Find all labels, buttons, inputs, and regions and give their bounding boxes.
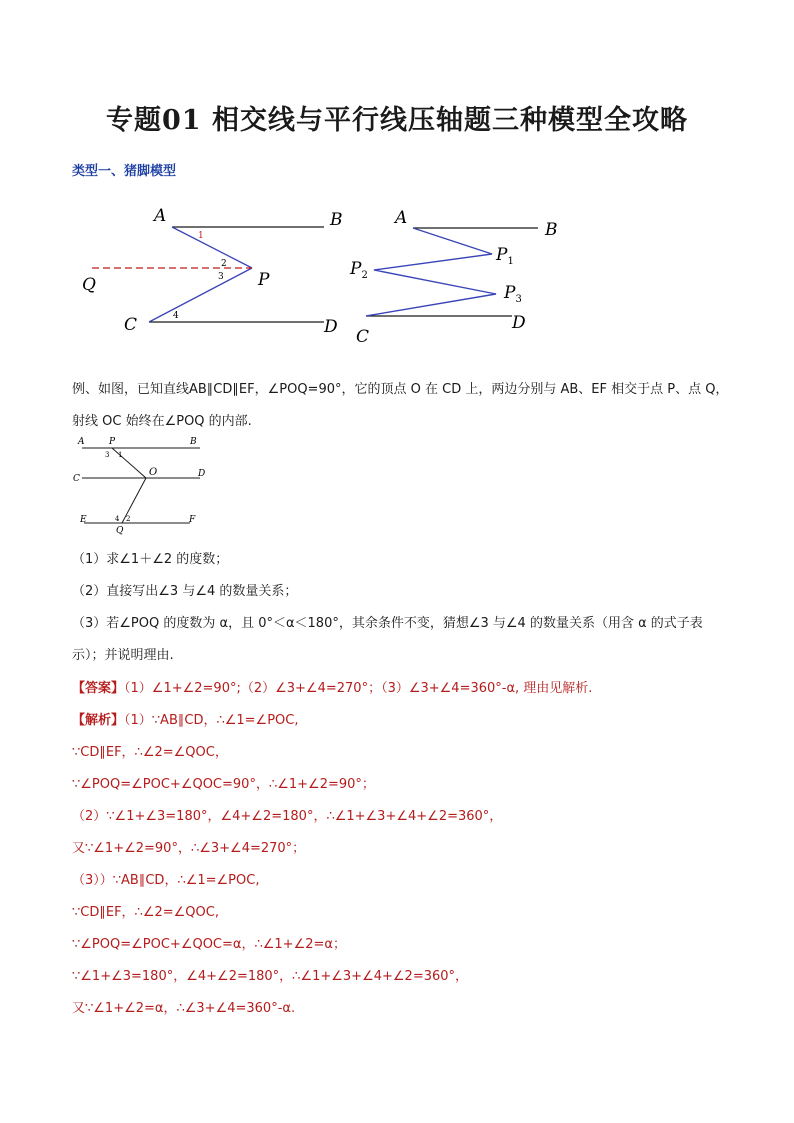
- analysis-line-7: ∵CD∥EF，∴∠2=∠QOC,: [72, 905, 219, 920]
- right-diagram: [349, 208, 558, 347]
- analysis-line-3: ∵∠POQ=∠POC+∠QOC=90°，∴∠1+∠2=90°；: [72, 777, 375, 792]
- answer-line: [72, 677, 592, 696]
- fig2-angle-3: 3: [105, 451, 110, 459]
- analysis-line-9: ∵∠1+∠3=180°，∠4+∠2=180°，∴∠1+∠3+∠4+∠2=360°，: [72, 969, 469, 984]
- page-title: 专题01 相交线与平行线压轴题三种模型全攻略: [106, 105, 688, 136]
- label-p2: $P_2$: [350, 259, 368, 281]
- fig2-angle-2: 2: [126, 515, 131, 523]
- problem-line-1: 例、如图，已知直线AB∥CD∥EF，∠POQ=90°，它的顶点 O 在 CD 上，两边分别与 AB、EF 相交于点 P、点 Q，: [72, 382, 729, 397]
- analysis-text: （1）∵AB∥CD，∴∠1=∠POC,: [124, 713, 299, 728]
- label-p: P: [258, 270, 270, 290]
- problem-line-2: 射线 OC 始终在∠POQ 的内部.: [72, 414, 252, 429]
- analysis-tag: 【解析】: [72, 713, 125, 728]
- answer-tag: 【答案】: [72, 681, 125, 696]
- analysis-line-2: ∵CD∥EF，∴∠2=∠QOC，: [72, 745, 228, 760]
- fig2-label-q: Q: [116, 526, 124, 536]
- label-a2: A: [395, 208, 408, 228]
- parallel-lines-figure: [72, 430, 212, 538]
- label-b2: B: [545, 220, 558, 240]
- answer-text: （1）∠1+∠2=90°;（2）∠3+∠4=270°；（3）∠3+∠4=360°-α, 理由见解析.: [124, 681, 593, 696]
- fig2-angle-1: 1: [118, 451, 123, 459]
- angle-2-label: 2: [221, 259, 227, 269]
- label-c: C: [124, 315, 138, 335]
- angle-1-label: 1: [198, 231, 204, 241]
- fig2-label-d: D: [198, 469, 206, 479]
- analysis-line-4: （2）∵∠1+∠3=180°，∠4+∠2=180°，∴∠1+∠3+∠4+∠2=360°，: [72, 809, 503, 824]
- question-2: （2）直接写出∠3 与∠4 的数量关系；: [72, 584, 298, 599]
- fig2-label-e: E: [80, 515, 87, 525]
- analysis-line-1: [72, 709, 298, 728]
- fig2-angle-4: 4: [115, 515, 120, 523]
- fig2-label-p: P: [109, 437, 116, 447]
- label-q: Q: [82, 275, 96, 295]
- analysis-line-6: （3））∵AB∥CD，∴∠1=∠POC,: [72, 873, 260, 888]
- label-d2: D: [512, 313, 526, 333]
- pig-foot-model-figure: [72, 198, 592, 353]
- fig2-label-f: F: [189, 515, 196, 525]
- label-p1: $P_1$: [496, 245, 514, 267]
- label-d: D: [324, 317, 338, 337]
- analysis-line-10: 又∵∠1+∠2=α，∴∠3+∠4=360°-α.: [72, 1001, 296, 1016]
- label-p3: $P_3$: [504, 283, 522, 305]
- left-diagram: [82, 206, 343, 337]
- question-3-line-1: （3）若∠POQ 的度数为 α，且 0°＜α＜180°，其余条件不变，猜想∠3 与∠4 的数量关系（用含 α 的式子表: [72, 616, 703, 631]
- label-c2: C: [356, 327, 370, 347]
- fig2-label-b: B: [190, 437, 197, 447]
- angle-4-label: 4: [173, 311, 179, 321]
- question-3-line-2: 示）；并说明理由.: [72, 648, 174, 663]
- analysis-line-5: 又∵∠1+∠2=90°，∴∠3+∠4=270°；: [72, 841, 306, 856]
- label-a: A: [154, 206, 167, 226]
- angle-3-label: 3: [218, 272, 224, 282]
- question-1: （1）求∠1＋∠2 的度数；: [72, 552, 229, 567]
- fig2-label-a: A: [78, 437, 85, 447]
- section-heading: 类型一、猪脚模型: [72, 164, 177, 179]
- label-b: B: [330, 210, 343, 230]
- analysis-line-8: ∵∠POQ=∠POC+∠QOC=α，∴∠1+∠2=α；: [72, 937, 346, 952]
- fig2-label-o: O: [149, 467, 158, 478]
- fig2-label-c: C: [73, 474, 80, 484]
